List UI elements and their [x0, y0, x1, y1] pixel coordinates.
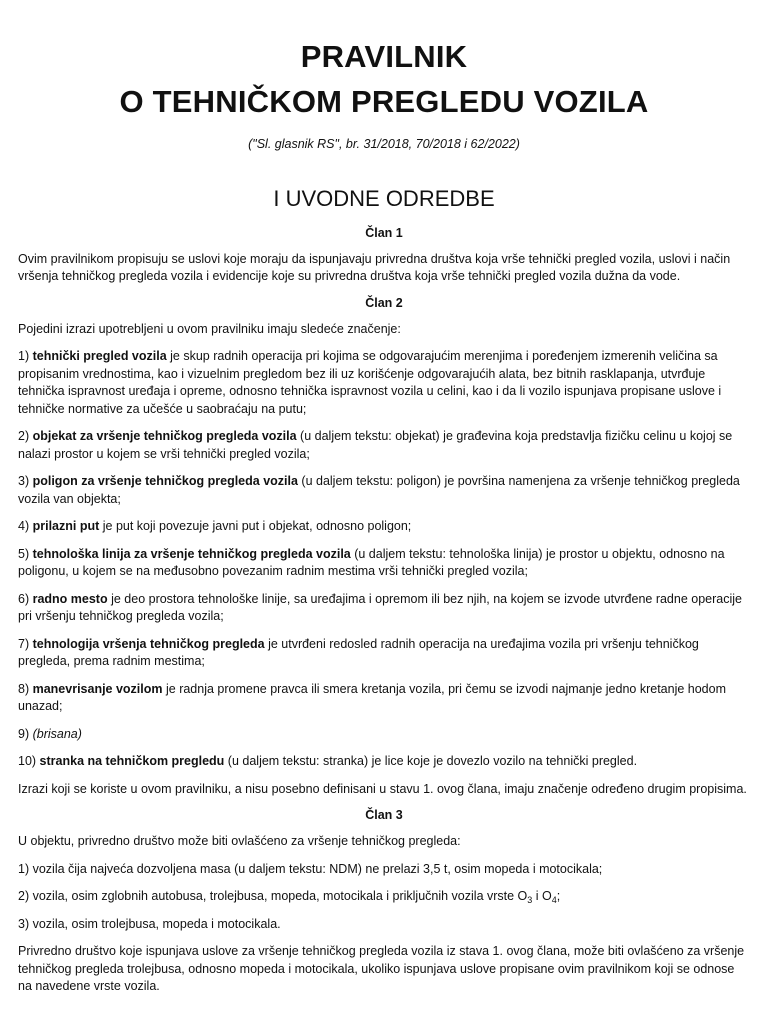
item-number: 8)	[18, 681, 33, 696]
article-2-item	[18, 546, 750, 581]
article-2-item	[18, 348, 750, 418]
item-number: 5)	[18, 546, 33, 561]
article-3-item-3: 3) vozila, osim trolejbusa, mopeda i motocikala.	[18, 916, 281, 931]
item-9-number: 9)	[18, 726, 33, 741]
item-number: 4)	[18, 519, 33, 533]
item-number: 7)	[18, 636, 33, 651]
gazette-reference: ("Sl. glasnik RS", br. 31/2018, 70/2018 i 62/2022)	[248, 137, 520, 151]
article-2-intro: Pojedini izrazi upotrebljeni u ovom pravilniku imaju sledeće značenje:	[18, 321, 401, 336]
article-3-item-1: 1) vozila čija najveća dozvoljena masa (u daljem tekstu: NDM) ne prelazi 3,5 t, osim mopeda i motocikala;	[18, 861, 603, 876]
item-number: 2)	[18, 429, 33, 443]
item-term: tehnologija vršenja tehničkog pregleda	[32, 636, 265, 651]
article-1-heading: Član 1	[365, 225, 403, 240]
article-2-heading: Član 2	[365, 295, 403, 310]
item-text: je deo prostora tehnološke linije, sa uređajima i opremom ili bez njih, na kojem se izvode utvrđene radne operacije pri vršenju tehničkog pregleda vozila;	[18, 591, 742, 623]
item-term: poligon za vršenje tehničkog pregleda vozila	[32, 474, 298, 488]
document-title	[18, 34, 750, 124]
article-3-intro: U objektu, privredno društvo može biti ovlašćeno za vršenje tehničkog pregleda:	[18, 834, 461, 848]
article-3-item-2: 2) vozila, osim zglobnih autobusa, trolejbusa, mopeda, motocikala i priključnih vozila vrste $O_3$ i $O_4$;	[18, 889, 561, 905]
article-2-item-10	[18, 753, 750, 771]
item-term: radno mesto	[32, 591, 108, 606]
article-2-item	[18, 518, 750, 536]
item-term: manevrisanje vozilom	[32, 681, 163, 696]
article-2-item	[18, 428, 750, 463]
item-term: tehnološka linija za vršenje tehničkog pregleda vozila	[32, 546, 351, 561]
article-2-closing: Izrazi koji se koriste u ovom pravilniku, a nisu posebno definisani u stavu 1. ovog člana, imaju značenje određeno drugim propisima.	[18, 781, 747, 796]
item-10-number: 10)	[18, 754, 40, 768]
item-term: tehnički pregled vozila	[32, 349, 167, 363]
article-2-item	[18, 473, 750, 508]
article-2-definitions	[18, 348, 750, 716]
item-text: (u daljem tekstu: objekat) je građevina koja predstavlja fizičku celinu u kojoj se nalazi prostor u kojem se vrši tehnički pregled vozila;	[18, 429, 733, 461]
item-term: prilazni put	[32, 519, 100, 533]
article-3-heading: Član 3	[365, 808, 403, 822]
item-10-text: (u daljem tekstu: stranka) je lice koje je dovezlo vozilo na tehnički pregled.	[224, 754, 638, 768]
item-term: objekat za vršenje tehničkog pregleda vozila	[32, 429, 297, 443]
item-text: je radnja promene pravca ili smera kretanja vozila, pri čemu se izvodi najmanje jedno kretanje hodom unazad;	[18, 681, 726, 713]
article-3-closing: Privredno društvo koje ispunjava uslove za vršenje tehničkog pregleda vozila iz stava 1. ovog člana, može biti ovlašćeno za vršenje tehničkog pregleda trolejbusa, odnosno mopeda i motocikala, ukoliko ispunjava uslove propisane ovim pravilnikom koji se odnose na navedene vrste vozila.	[18, 944, 745, 993]
item-number: 1)	[18, 349, 33, 363]
item-10-term: stranka na tehničkom pregledu	[39, 754, 225, 768]
item-text: je put koji povezuje javni put i objekat, odnosno poligon;	[99, 519, 412, 533]
item-number: 6)	[18, 591, 33, 606]
item-text: je skup radnih operacija pri kojima se odgovarajućim merenjima i poređenjem izmerenih veličina sa propisanim vrednostima, kao i vizuelnim pregledom bez ili uz korišćenje odgovarajućih alata, bez bitnih rasklapanja, utvrđuje tehnička ispravnost uređaja i opreme, odnosno tehnička ispravnost vozila u celini, kao i da li vozilo ispunjava propisane uslove i tehničke normative za učešće u saobraćaju na putu;	[18, 349, 722, 416]
section-title: I UVODNE ODREDBE	[273, 185, 495, 211]
item-text: je utvrđeni redosled radnih operacija na uređajima vozila pri vršenju tehničkog pregleda, prema radnim mestima;	[18, 636, 699, 668]
item-9-text: (brisana)	[32, 726, 82, 741]
item-number: 3)	[18, 474, 33, 488]
title-line-1: PRAVILNIK	[300, 39, 468, 74]
article-2-item	[18, 636, 750, 671]
item-text: (u daljem tekstu: poligon) je površina namenjena za vršenje tehničkog pregleda vozila van objekta;	[18, 474, 740, 506]
title-line-2: O TEHNIČKOM PREGLEDU VOZILA	[119, 84, 649, 119]
article-2-item	[18, 681, 750, 716]
item-text: (u daljem tekstu: tehnološka linija) je prostor u objektu, odnosno na poligonu, u kojem se na međusobno povezanim radnim mestima vrši tehnički pregled vozila;	[18, 546, 725, 578]
article-2-item	[18, 591, 750, 626]
article-1-text: Ovim pravilnikom propisuju se uslovi koje moraju da ispunjavaju privredna društva koja vrše tehnički pregled vozila, uslovi i način vršenja tehničkog pregleda vozila i evidencije koje su privredna društva koja vrše tehnički pregled vozila dužna da vode.	[18, 251, 731, 283]
article-2-item-9	[18, 726, 750, 744]
